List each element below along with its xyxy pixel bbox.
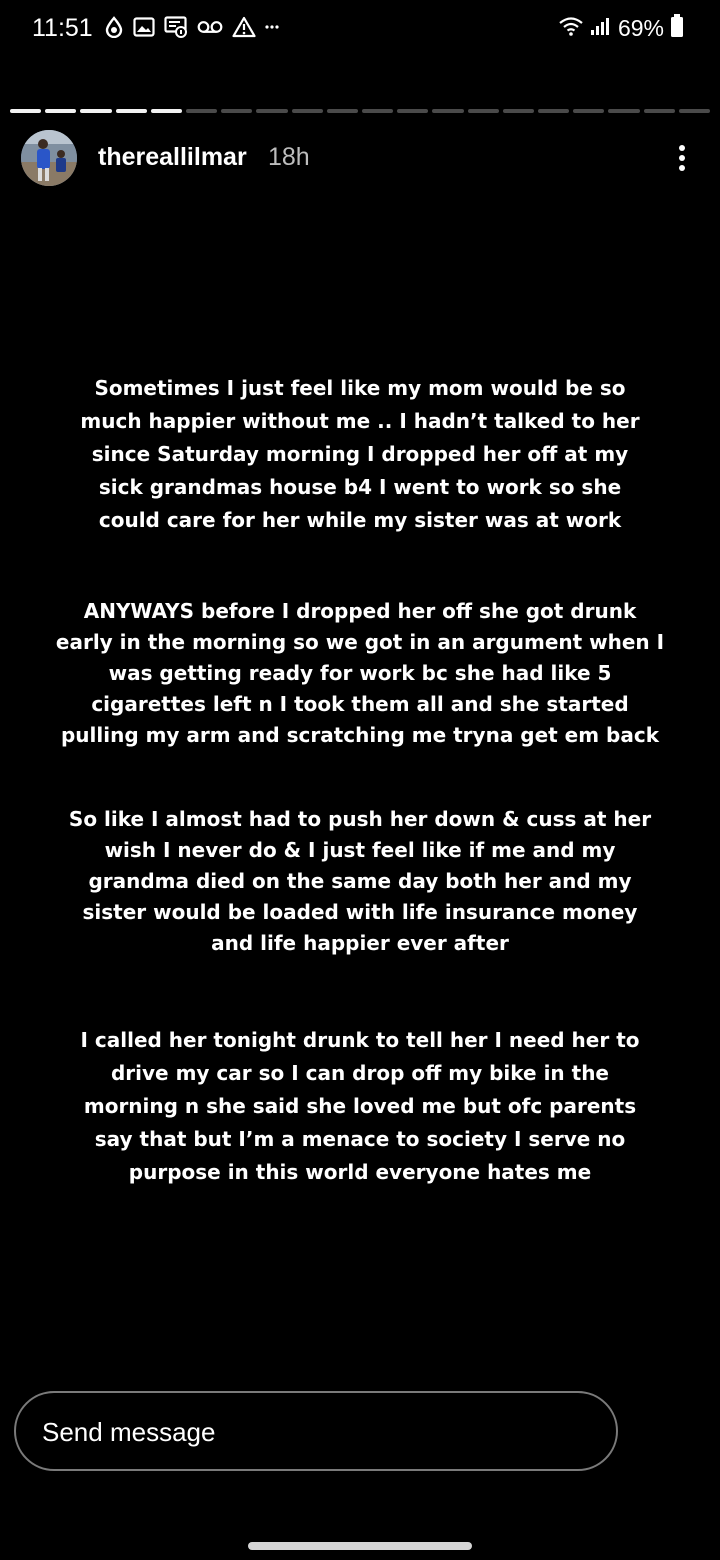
story-time-ago: 18h — [268, 143, 310, 171]
status-system-icons — [558, 14, 684, 42]
story-progress-segment — [432, 109, 463, 113]
story-progress-segment — [327, 109, 358, 113]
send-message-field[interactable] — [14, 1391, 618, 1471]
story-text-paragraph-1: Sometimes I just feel like my mom would be so much happier without me .. I hadn’t talked to her since Saturday morning I dropped her off at my sick grandmas house b4 I went to work so she could care for her while my sister was at work — [80, 376, 640, 532]
message-info-icon — [164, 16, 188, 38]
story-username[interactable]: thereallilmar — [98, 143, 247, 171]
story-progress-segment — [80, 109, 111, 113]
story-progress-segment — [186, 109, 217, 113]
send-message-placeholder: Send message — [42, 1417, 216, 1447]
story-progress-segment — [221, 109, 252, 113]
battery-percent: 69% — [617, 14, 664, 41]
status-notification-icons — [104, 16, 279, 38]
avatar[interactable] — [21, 130, 77, 186]
story-progress-segment — [256, 109, 287, 113]
status-bar — [0, 0, 720, 56]
story-progress-segment — [45, 109, 76, 113]
story-progress-segment — [10, 109, 41, 113]
story-text-paragraph-2: ANYWAYS before I dropped her off she got drunk early in the morning so we got in an argument when I was getting ready for work bc she had like 5 cigarettes left n I took them all and she started pulling my arm and scratching me tryna get em back — [55, 599, 665, 747]
story-progress-segment — [292, 109, 323, 113]
story-progress-segment — [608, 109, 639, 113]
vertical-dots-icon — [678, 144, 686, 172]
story-progress-segment — [151, 109, 182, 113]
wifi-icon — [558, 15, 584, 41]
story-text-paragraph-3: So like I almost had to push her down & cuss at her wish I never do & I just feel like if me and my grandma died on the same day both her and my sister would be loaded with life insurance money and life happier ever after — [68, 807, 652, 955]
status-time: 11:51 — [32, 14, 93, 42]
image-icon — [133, 17, 155, 37]
signal-icon — [590, 15, 612, 41]
story-progress-segment — [503, 109, 534, 113]
story-progress-bars — [10, 109, 710, 113]
story-progress-segment — [679, 109, 710, 113]
drop-icon — [104, 16, 124, 38]
story-progress-segment — [362, 109, 393, 113]
warning-icon — [232, 16, 256, 38]
story-progress-segment — [573, 109, 604, 113]
more-dots-icon — [265, 24, 279, 30]
more-options-button[interactable] — [664, 140, 700, 176]
story-progress-segment — [397, 109, 428, 113]
story-progress-segment — [644, 109, 675, 113]
story-progress-segment — [116, 109, 147, 113]
home-indicator[interactable] — [248, 1542, 472, 1550]
story-header — [21, 130, 700, 186]
story-progress-segment — [538, 109, 569, 113]
voicemail-icon — [197, 19, 223, 35]
story-text-paragraph-4: I called her tonight drunk to tell her I need her to drive my car so I can drop off my bike in the morning n she said she loved me but ofc parents say that but I’m a menace to society I serve no purpose in this world everyone hates me — [80, 1028, 640, 1184]
battery-icon — [670, 14, 684, 42]
story-progress-segment — [468, 109, 499, 113]
